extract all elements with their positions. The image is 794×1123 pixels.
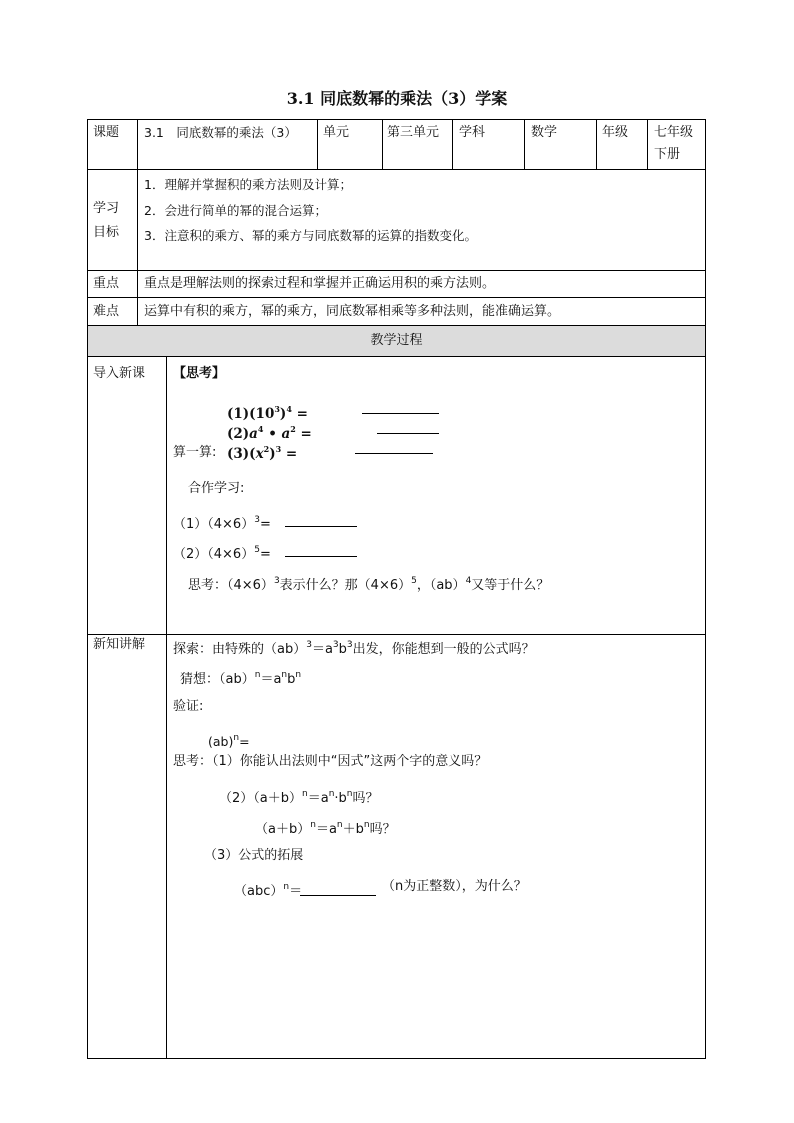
think-question-2: $(2)(a+b)^n=a^n\cdot b^n$吗？ (219, 789, 379, 806)
label-subject: 学科 (459, 125, 486, 140)
verify-expression: (ab)$^n$= (208, 733, 250, 749)
label-unit: 单元 (323, 125, 350, 140)
answer-blank[interactable] (285, 512, 357, 527)
table-border-left (87, 119, 88, 1059)
answer-blank[interactable] (300, 881, 376, 896)
think-question-2b: $(a+b)^n=a^n+b^n$吗？ (255, 820, 396, 837)
goal-item: 2．会进行简单的幂的混合运算； (144, 203, 327, 218)
think-question-3: （3）公式的拓展 (204, 848, 304, 863)
coop-item-2: $(2)(4\times 6)^5=$ (173, 545, 271, 562)
difficulty-text: 运算中有积的乘方，幂的乘方，同底数幂相乘等多种法则，能准确运算。 (144, 304, 561, 319)
table-border-bottom (87, 1058, 706, 1059)
lesson-table (87, 119, 706, 1059)
col-divider (317, 119, 318, 170)
value-grade-line1: 七年级 (654, 125, 694, 140)
coop-item-1: $(1)(4\times 6)^3=$ (173, 515, 271, 532)
math-expression-1: $(1)(10^3)^4$ = (227, 404, 308, 422)
answer-blank[interactable] (377, 419, 439, 434)
formula-extension-tail: （n为正整数），为什么？ (382, 879, 527, 894)
value-subject: 数学 (531, 125, 558, 140)
label-key-point: 重点 (93, 276, 120, 291)
label-goals-line1: 学习 (93, 201, 120, 216)
answer-blank[interactable] (355, 439, 433, 454)
key-point-text: 重点是理解法则的探索过程和掌握并正确运用积的乘方法则。 (144, 276, 496, 291)
label-goals-line2: 目标 (93, 225, 120, 240)
formula-extension: （abc）$^n$＝ (234, 882, 303, 899)
page-title: 3.1 同底数幂的乘法（3）学案 (286, 89, 508, 108)
row-divider (87, 169, 706, 170)
value-unit: 第三单元 (387, 125, 440, 140)
row-divider (87, 270, 706, 271)
table-border-top (87, 119, 706, 120)
label-topic: 课题 (93, 125, 120, 140)
label-difficulty: 难点 (93, 304, 120, 319)
guess-text: 猜想：$(ab)^n=a^nb^n$ (180, 670, 302, 687)
col-divider (524, 119, 525, 170)
coop-label: 合作学习: (188, 481, 245, 496)
math-expression-2: $(2)a^4$ • $a^2$ = (227, 424, 312, 442)
process-header: 教学过程 (370, 333, 423, 348)
row-divider (87, 356, 706, 357)
row-divider (87, 297, 706, 298)
calc-label: 算一算: (173, 445, 217, 460)
verify-label: 验证: (173, 699, 204, 714)
goal-item: 1．理解并掌握积的乘方法则及计算； (144, 177, 352, 192)
think-question-1: 思考：（1）你能认出法则中“因式”这两个字的意义吗？ (173, 754, 488, 769)
col-divider (137, 119, 138, 325)
label-grade: 年级 (602, 125, 629, 140)
col-divider (647, 119, 648, 170)
col-divider (596, 119, 597, 170)
math-expression-3: $(3)(x^2)^3$ = (227, 444, 298, 462)
label-new-knowledge: 新知讲解 (93, 637, 146, 652)
value-grade-line2: 下册 (654, 147, 681, 162)
answer-blank[interactable] (285, 542, 357, 557)
table-border-right (705, 119, 706, 1059)
label-intro: 导入新课 (93, 366, 146, 381)
answer-blank[interactable] (362, 399, 439, 414)
think-question: 思考：$(4\times 6)^3$表示什么？那$(4\times 6)^5$，（ab）$^4$又等于什么？ (188, 576, 550, 593)
col-divider (382, 119, 383, 170)
value-topic: 3.1 同底数幂的乘法（3） (144, 125, 297, 140)
explore-text: 探索：由特殊的$(ab)^3=a^3b^3$出发，你能想到一般的公式吗？ (173, 640, 535, 657)
goal-item: 3．注意积的乘方、幂的乘方与同底数幂的运算的指数变化。 (144, 228, 477, 243)
think-label: 【思考】 (173, 366, 226, 381)
col-divider (166, 356, 167, 1059)
col-divider (452, 119, 453, 170)
